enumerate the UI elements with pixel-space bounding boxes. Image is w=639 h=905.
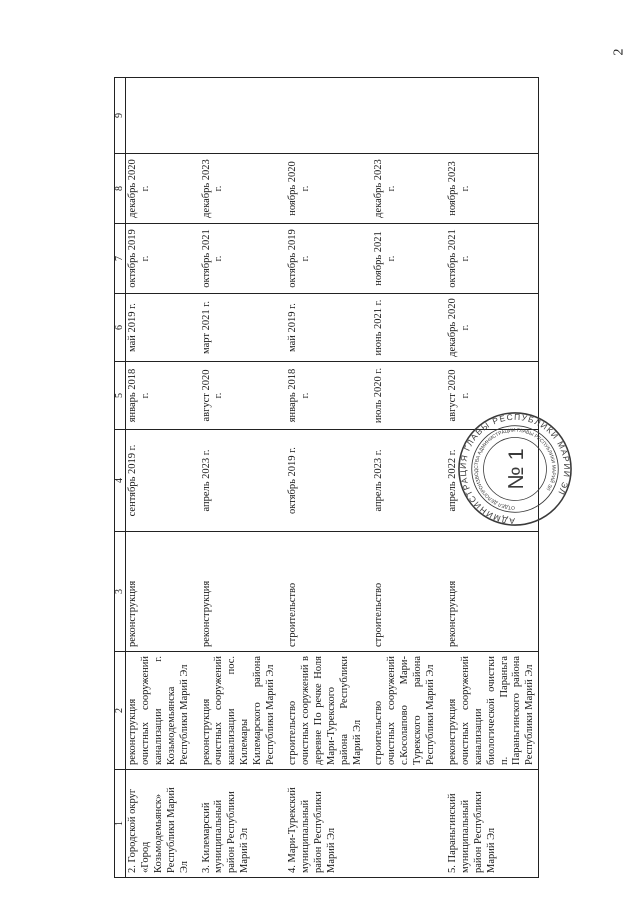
date-cell: май 2019 г. [279,294,365,362]
date-cell: март 2021 г. [193,294,279,362]
col-header-7: 7 [115,224,126,294]
date-cell: декабрь 2020 г. [439,294,539,362]
table-row [193,78,279,878]
date-cell: декабрь 2023 г. [365,154,439,224]
date-cell: апрель 2023 г. [193,430,279,532]
date-cell: июль 2020 г. [365,362,439,430]
date-cell: октябрь 2019 г. [279,224,365,294]
object-cell: реконструкция очистных сооружений канализации биологической очистки п. Параньга Параньгинского района Республики Марий Эл [439,652,539,770]
table-row [126,78,193,878]
table-row [279,78,365,878]
date-cell: июнь 2021 г. [365,294,439,362]
object-cell: строительство очистных сооружений в деревне По речке Ноля Мари-Турекского района Республики Марий Эл [279,652,365,770]
date-cell: апрель 2023 г. [365,430,439,532]
date-cell: август 2020 г. [193,362,279,430]
col-header-6: 6 [115,294,126,362]
col-header-3: 3 [115,532,126,652]
object-cell: реконструкция очистных сооружений канализации г. Козьмодемьянска Республики Марий Эл [126,652,193,770]
date-cell: октябрь 2021 г. [193,224,279,294]
official-stamp [456,410,574,528]
municipality-cell: 4. Мари-Турекский муниципальный район Республики Марий Эл [279,770,365,878]
municipality-cell: 2. Городской округ «Город Козьмодемьянск» Республики Марий Эл [126,770,193,878]
stamp-ring-text: АДМИНИСТРАЦИЯ ГЛАВЫ РЕСПУБЛИКИ МАРИЙ ЭЛ [457,411,573,527]
work-type-cell: строительство [365,532,439,652]
col-header-5: 5 [115,362,126,430]
date-cell: январь 2018 г. [126,362,193,430]
date-cell: ноябрь 2020 г. [279,154,365,224]
stamp-inner-text: ОТДЕЛ ДЕЛОПРОИЗВОДСТВА АДМИНИСТРАЦИИ ГЛАВЫ РЕСПУБЛИКИ МАРИЙ ЭЛ [474,428,556,510]
date-cell: январь 2018 г. [279,362,365,430]
date-cell: ноябрь 2023 г. [439,154,539,224]
object-cell: строительство очистных сооружений с.Косолапово Мари-Турекского района Республики Марий Эл [365,652,439,770]
date-cell: октябрь 2021 г. [439,224,539,294]
date-cell: август 2020 г. [439,362,539,430]
col-header-8: 8 [115,154,126,224]
work-type-cell: строительство [279,532,365,652]
col-header-4: 4 [115,430,126,532]
work-type-cell: реконструкция [439,532,539,652]
col-header-2: 2 [115,652,126,770]
work-type-cell: реконструкция [126,532,193,652]
date-cell: ноябрь 2021 г. [365,224,439,294]
date-cell: май 2019 г. [126,294,193,362]
table-row [365,78,439,878]
date-cell: октябрь 2019 г. [126,224,193,294]
stamp-number: № 1 [502,448,528,490]
object-cell: реконструкция очистных сооружений канализации пос. Килемары Килемарского района Республики Марий Эл [193,652,279,770]
municipality-cell: 3. Килемарский муниципальный район Республики Марий Эл [193,770,279,878]
work-type-cell: реконструкция [193,532,279,652]
date-cell: октябрь 2019 г. [279,430,365,532]
municipality-cell [365,770,439,878]
date-cell: сентябрь 2019 г. [126,430,193,532]
municipality-cell: 5. Параньгинский муниципальный район Республики Марий Эл [439,770,539,878]
date-cell: декабрь 2020 г. [126,154,193,224]
date-cell: декабрь 2023 г. [193,154,279,224]
date-cell: апрель 2022 г. [439,430,539,532]
header-row [115,78,126,878]
page-number: 2 [611,48,627,56]
col-header-9: 9 [115,78,126,154]
col-header-1: 1 [115,770,126,878]
